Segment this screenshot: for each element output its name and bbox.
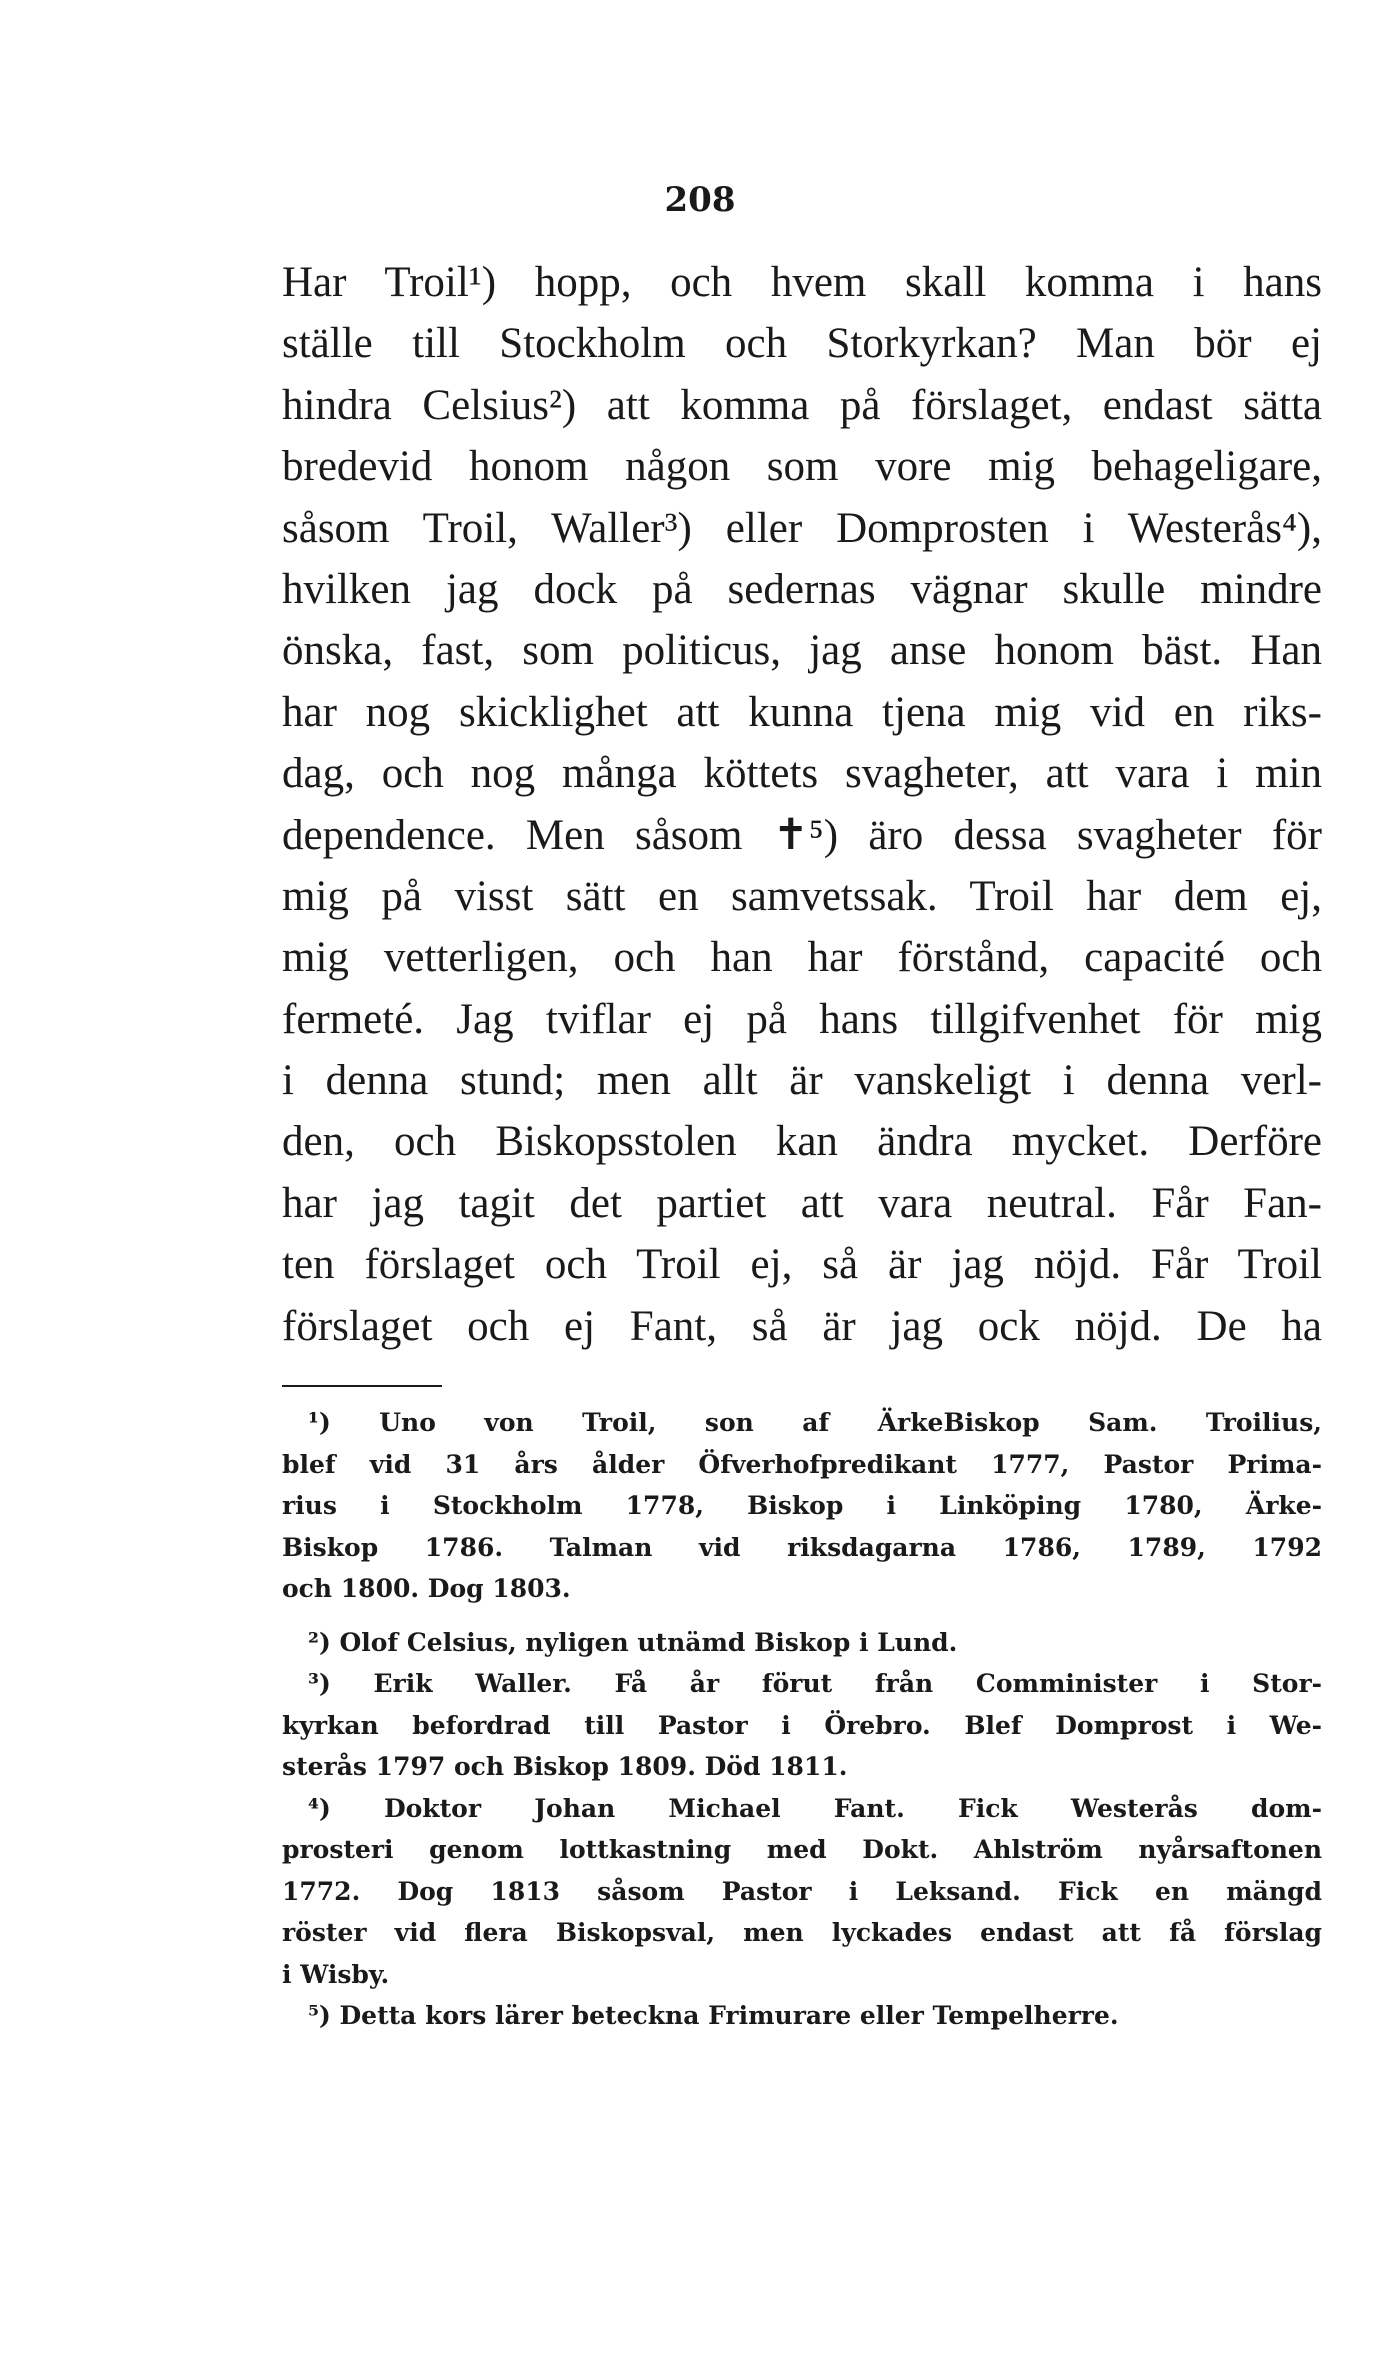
footnote-line: ²) Olof Celsius, nyligen utnämd Biskop i Lund. — [308, 1627, 958, 1657]
footnote-line: och 1800. Dog 1803. — [282, 1574, 571, 1603]
footnote-4 — [282, 1788, 1322, 1996]
footnote-line: rius i Stockholm 1778, Biskop i Linköping 1780, Ärke- — [282, 1491, 1322, 1520]
body-line: ställe till Stockholm och Storkyrkan? Man bör ej — [282, 320, 1322, 368]
footnotes — [282, 1402, 1322, 2037]
footnote-2 — [282, 1622, 1322, 1664]
body-line: hvilken jag dock på sedernas vägnar skulle mindre — [282, 565, 1322, 613]
footnote-divider — [282, 1385, 442, 1387]
footnote-5 — [282, 1995, 1322, 2037]
footnote-line: 1772. Dog 1813 såsom Pastor i Leksand. Fick en mängd — [282, 1876, 1322, 1906]
footnote-line: kyrkan befordrad till Pastor i Örebro. Blef Domprost i We- — [282, 1710, 1322, 1740]
body-line: mig vetterligen, och han har förstånd, capacité och — [282, 934, 1322, 982]
body-line: dag, och nog många köttets svagheter, att vara i min — [282, 750, 1322, 798]
body-line: förslaget och ej Fant, så är jag ock nöjd. De ha — [282, 1302, 1322, 1350]
page-number: 208 — [664, 180, 736, 220]
footnote-line: ¹) Uno von Troil, son af ÄrkeBiskop Sam. Troilius, — [308, 1408, 1322, 1437]
footnote-line: prosteri genom lottkastning med Dokt. Ahlström nyårsaftonen — [282, 1835, 1322, 1864]
footnote-line: ³) Erik Waller. Få år förut från Comminister i Stor- — [308, 1669, 1322, 1698]
footnote-line: ⁴) Doktor Johan Michael Fant. Fick Westerås dom- — [308, 1793, 1322, 1823]
body-line: hindra Celsius²) att komma på förslaget, endast sätta — [282, 381, 1322, 429]
body-line: Har Troil¹) hopp, och hvem skall komma i hans — [282, 259, 1322, 306]
footnote-line: blef vid 31 års ålder Öfverhofpredikant 1777, Pastor Prima- — [282, 1449, 1322, 1479]
footnote-line: röster vid flera Biskopsval, men lyckades endast att få förslag — [282, 1918, 1322, 1947]
body-line: fermeté. Jag tviflar ej på hans tillgifvenhet för mig — [282, 995, 1322, 1043]
body-line: har nog skicklighet att kunna tjena mig vid en riks- — [282, 688, 1322, 736]
body-line: mig på visst sätt en samvetssak. Troil har dem ej, — [282, 872, 1322, 920]
footnote-line: Biskop 1786. Talman vid riksdagarna 1786, 1789, 1792 — [282, 1532, 1322, 1562]
footnote-3 — [282, 1663, 1322, 1788]
body-line: den, och Biskopsstolen kan ändra mycket. Derföre — [282, 1118, 1322, 1166]
body-line: i denna stund; men allt är vanskeligt i denna verl- — [282, 1057, 1322, 1105]
footnote-line: sterås 1797 och Biskop 1809. Död 1811. — [282, 1752, 848, 1781]
footnote-line: ⁵) Detta kors lärer beteckna Frimurare eller Tempelherre. — [308, 2001, 1119, 2030]
body-line: dependence. Men såsom ✝⁵) äro dessa svagheter för — [282, 811, 1322, 859]
footnote-line: i Wisby. — [282, 1959, 390, 1989]
main-text — [282, 252, 1322, 1357]
body-line: såsom Troil, Waller³) eller Domprosten i Westerås⁴), — [282, 504, 1322, 552]
body-line: ten förslaget och Troil ej, så är jag nöjd. Får Troil — [282, 1241, 1322, 1289]
body-line: har jag tagit det partiet att vara neutral. Får Fan- — [282, 1179, 1322, 1227]
body-line: bredevid honom någon som vore mig behageligare, — [282, 443, 1322, 491]
footnote-1 — [282, 1402, 1322, 1610]
body-line: önska, fast, som politicus, jag anse honom bäst. Han — [282, 627, 1322, 675]
